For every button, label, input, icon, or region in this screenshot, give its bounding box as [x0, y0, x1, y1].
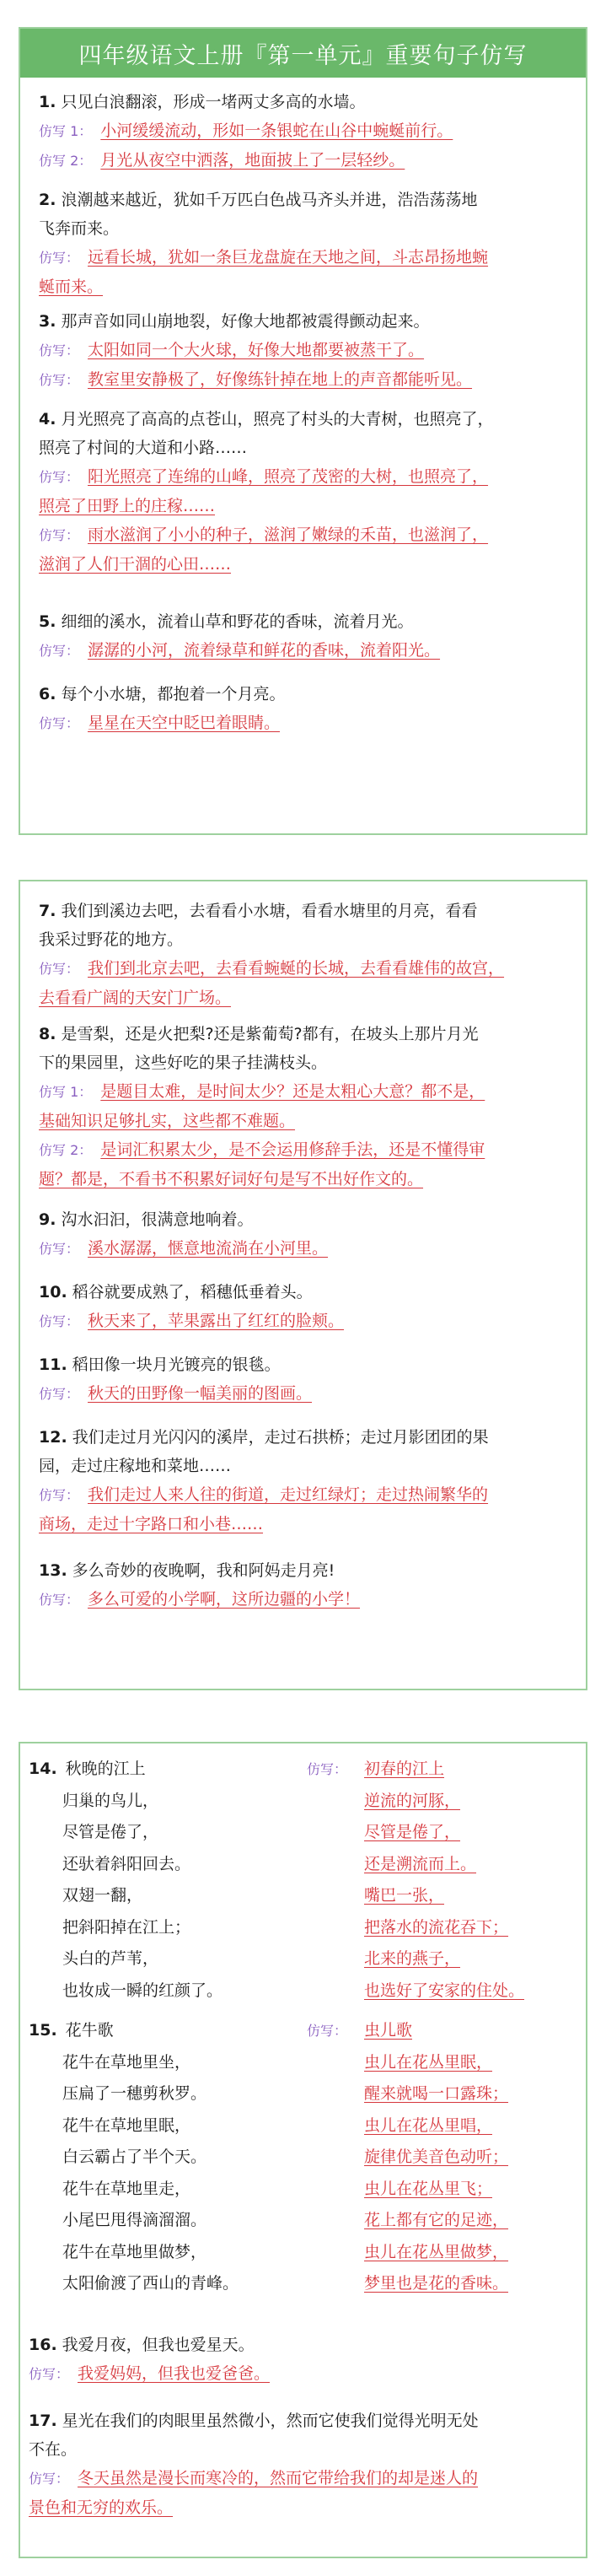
text-span: 太阳如同一个大火球，好像大地都要被蒸干了。: [88, 341, 425, 359]
text-line: [307, 1943, 577, 1975]
text-line: [307, 1880, 577, 1912]
text-span: 稻谷就要成熟了，稻穗低垂着头。: [72, 1283, 313, 1301]
item-number: 16.: [29, 2336, 57, 2354]
item-number: 10.: [39, 1283, 67, 1301]
text-span: 每个小水塘，都抱着一个月亮。: [61, 685, 286, 703]
imitation-line: [39, 984, 568, 1012]
text-span: 那声音如同山崩地裂，好像大地都被震得颤动起来。: [61, 312, 430, 331]
item-number: 3.: [39, 312, 56, 331]
imitation-tag: 仿写：: [29, 2471, 70, 2487]
imitation-line: [39, 520, 568, 550]
item-5: [39, 607, 568, 666]
text-span: 远看长城，犹如一条巨龙盘旋在天地之间，斗志昂扬地蜿: [88, 248, 489, 267]
question: [39, 88, 568, 116]
text-span: 是雪梨，还是火把梨?还是紫葡萄?都有，在坡头上那片月光: [61, 1025, 479, 1043]
poem-15-imitation: [307, 2015, 577, 2300]
item-number: 9.: [39, 1210, 56, 1229]
text-line: [39, 1423, 568, 1452]
text-span: 我们到溪边去吧，去看看小水塘，看看水塘里的月亮，看看: [61, 902, 478, 920]
text-line: 白云霸占了半个天。: [62, 2148, 207, 2166]
text-span: 嘴巴一张，: [364, 1886, 445, 1905]
imitation-line: [39, 1480, 568, 1510]
imitation-line: [39, 365, 568, 395]
text-span: 沟水汩汩，很满意地响着。: [61, 1210, 254, 1229]
imitation-line: [39, 336, 568, 365]
text-line: [39, 1278, 568, 1307]
text-span: 雨水滋润了小小的种子，滋润了嫩绿的禾苗，也滋润了，: [88, 525, 489, 544]
text-line: 花牛在草地里坐，: [62, 2052, 191, 2072]
text-line: 双翅一翻，: [62, 1886, 143, 1905]
text-span: 也选好了安家的住处。: [364, 1981, 525, 2000]
text-line: [307, 1849, 577, 1881]
imitation-line: [39, 550, 568, 579]
text-span: 蜒而来。: [39, 278, 104, 296]
item-number: 6.: [39, 685, 56, 703]
text-line: [307, 2015, 577, 2047]
item-16: [29, 2331, 558, 2389]
text-line: 花牛在草地里做梦，: [62, 2242, 207, 2261]
text-line: [39, 186, 568, 214]
text-line: 把斜阳掉在江上；: [62, 1917, 191, 1937]
imitation-line: [39, 272, 568, 301]
text-span: 星光在我们的肉眼里虽然微小，然而它使我们觉得光明无处: [62, 2412, 479, 2430]
text-span: 虫儿歌: [364, 2021, 413, 2040]
text-span: 稻田像一块月光镀亮的银毯。: [72, 1355, 281, 1374]
imitation-tag: 仿写：: [307, 2023, 348, 2039]
text-line: [39, 680, 568, 709]
text-span: 北来的燕子，: [364, 1949, 461, 1968]
item-number: 11.: [39, 1355, 67, 1374]
text-span: 花牛歌: [65, 2021, 114, 2040]
text-span: 小河缓缓流动，形如一条银蛇在山谷中蜿蜒前行。: [100, 121, 453, 140]
text-line: [307, 2142, 577, 2174]
text-span: 细细的溪水，流着山草和野花的香味，流着月光。: [61, 612, 414, 631]
text-span: 溪水潺潺，惬意地流淌在小河里。: [88, 1239, 329, 1258]
text-line: [39, 1556, 568, 1585]
poem-14-imitation: [307, 1754, 577, 2007]
imitation-tag: 仿写：: [39, 1487, 80, 1503]
imitation-line: [39, 243, 568, 272]
text-line: 还驮着斜阳回去。: [62, 1854, 191, 1873]
text-line: [307, 2110, 577, 2142]
imitation-tag: 仿写：: [39, 469, 80, 485]
text-span: 虫儿在花丛里做梦，: [364, 2242, 509, 2261]
text-line: 太阳偷渡了西山的青峰。: [62, 2274, 239, 2293]
text-line: [29, 2331, 558, 2359]
text-line: [39, 1205, 568, 1234]
card-1: [19, 27, 587, 835]
item-number: 1.: [39, 93, 56, 111]
text-span: 我爱妈妈，但我也爱爸爸。: [78, 2364, 271, 2383]
text-line: [307, 2078, 577, 2110]
imitation-tag: 仿写：: [39, 527, 80, 543]
text-span: 商场，走过十字路口和小巷……: [39, 1515, 264, 1533]
imitation-line: [29, 2359, 558, 2389]
text-line: 花牛在草地里走，: [62, 2179, 191, 2198]
imitation-line: [39, 1077, 568, 1107]
item-7: [39, 897, 568, 1012]
text-line: 压扁了一穗剪秋罗。: [62, 2084, 207, 2103]
text-line: [29, 2406, 558, 2435]
text-span: 旋律优美音色动听；: [364, 2148, 509, 2166]
imitation-line: [39, 116, 568, 146]
text-span: 月光照亮了高高的点苍山，照亮了村头的大青树，也照亮了，: [61, 410, 494, 428]
text-line: [307, 1817, 577, 1849]
text-span: 秋天来了，苹果露出了红红的脸颊。: [88, 1312, 345, 1330]
item-10: [39, 1278, 568, 1336]
poem-14-original: [29, 1754, 307, 2007]
item-number: 15.: [29, 2021, 57, 2040]
imitation-line: [39, 1165, 568, 1194]
text-line: 飞奔而来。: [39, 219, 120, 238]
item-4: [39, 405, 568, 579]
item-6: [39, 680, 568, 738]
imitation-tag: 仿写 1：: [39, 123, 93, 139]
text-line: [307, 1754, 577, 1786]
item-number: 7.: [39, 902, 56, 920]
text-line: 不在。: [29, 2440, 78, 2459]
text-line: [39, 405, 568, 434]
imitation-tag: 仿写 2：: [39, 153, 93, 169]
text-line: [307, 1786, 577, 1818]
text-line: [307, 1975, 577, 2007]
imitation-tag: 仿写：: [307, 1761, 348, 1777]
text-line: 头白的芦苇，: [62, 1949, 159, 1968]
text-line: [307, 2205, 577, 2237]
text-span: 月光从夜空中洒落，地面披上了一层轻纱。: [100, 151, 405, 170]
text-span: 还是溯流而上。: [364, 1854, 477, 1873]
page-title: 四年级语文上册『第一单元』重要句子仿写: [20, 29, 586, 78]
item-9: [39, 1205, 568, 1264]
item-number: 5.: [39, 612, 56, 631]
text-line: [307, 1912, 577, 1944]
text-span: 教室里安静极了，好像练针掉在地上的声音都能听见。: [88, 370, 473, 389]
imitation-line: [39, 462, 568, 492]
text-span: 醒来就喝一口露珠；: [364, 2084, 509, 2103]
imitation-line: [39, 1510, 568, 1539]
imitation-line: [39, 1379, 568, 1409]
text-span: 多么奇妙的夜晚啊，我和阿妈走月亮!: [72, 1561, 335, 1580]
item-1: [39, 88, 568, 175]
text-line: 照亮了村间的大道和小路……: [39, 439, 248, 457]
text-span: 阳光照亮了连绵的山峰，照亮了茂密的大树，也照亮了，: [88, 467, 489, 486]
imitation-tag: 仿写 2：: [39, 1142, 93, 1158]
imitation-line: [39, 1585, 568, 1614]
text-line: [29, 2015, 307, 2047]
imitation-line: [39, 1135, 568, 1165]
text-span: 虫儿在花丛里眠，: [364, 2052, 493, 2072]
text-span: 虫儿在花丛里唱，: [364, 2115, 493, 2135]
item-number: 17.: [29, 2412, 57, 2430]
text-line: 花牛在草地里眠，: [62, 2115, 191, 2135]
text-span: 基础知识足够扎实，这些都不难题。: [39, 1112, 296, 1130]
imitation-line: [39, 1307, 568, 1336]
imitation-tag: 仿写：: [39, 372, 80, 388]
item-11: [39, 1350, 568, 1409]
text-span: 我们走过人来人往的街道，走过红绿灯；走过热闹繁华的: [88, 1485, 489, 1504]
imitation-line: [39, 709, 568, 738]
text-span: 是词汇积累太少，是不会运用修辞手法，还是不懂得审: [100, 1140, 485, 1159]
imitation-line: [29, 2493, 558, 2522]
text-span: 是题目太难，是时间太少？还是太粗心大意？都不是，: [100, 1082, 485, 1101]
text-span: 只见白浪翻滚，形成一堵两丈多高的水墙。: [61, 93, 366, 111]
imitation-tag: 仿写：: [39, 1592, 80, 1608]
text-span: 我爱月夜，但我也爱星天。: [62, 2336, 255, 2354]
text-line: [307, 2237, 577, 2269]
item-17: [29, 2406, 558, 2522]
text-line: [39, 1350, 568, 1379]
text-line: 我采过野花的地方。: [39, 930, 184, 949]
item-number: 2.: [39, 191, 56, 209]
item-2: [39, 186, 568, 301]
text-line: 下的果园里，这些好吃的果子挂满枝头。: [39, 1054, 328, 1072]
text-line: 归巢的鸟儿，: [62, 1791, 159, 1810]
imitation-tag: 仿写：: [39, 643, 80, 659]
text-span: 秋天的田野像一幅美丽的图画。: [88, 1384, 313, 1403]
item-number: 12.: [39, 1428, 67, 1447]
card-2: [19, 880, 587, 1690]
text-span: 梦里也是花的香味。: [364, 2274, 509, 2293]
imitation-tag: 仿写：: [39, 1313, 80, 1329]
text-span: 潺潺的小河，流着绿草和鲜花的香味，流着阳光。: [88, 641, 441, 660]
imitation-tag: 仿写：: [39, 250, 80, 266]
imitation-line: [39, 1107, 568, 1135]
item-number: 13.: [39, 1561, 67, 1580]
imitation-tag: 仿写：: [39, 1241, 80, 1257]
text-span: 秋晚的江上: [65, 1760, 146, 1778]
text-span: 逆流的河豚，: [364, 1791, 461, 1810]
item-number: 14.: [29, 1760, 57, 1778]
text-line: 尽管是倦了，: [62, 1823, 159, 1841]
item-8: [39, 1020, 568, 1194]
card-3: [19, 1742, 587, 2558]
poem-15-original: [29, 2015, 307, 2300]
text-span: 去看看广阔的天安门广场。: [39, 989, 232, 1007]
text-span: 初春的江上: [364, 1760, 445, 1778]
text-line: [39, 607, 568, 636]
text-line: [307, 2174, 577, 2206]
imitation-line: [39, 146, 568, 175]
text-span: 尽管是倦了，: [364, 1823, 461, 1841]
imitation-tag: 仿写：: [39, 1386, 80, 1402]
item-number: 8.: [39, 1025, 56, 1043]
imitation-line: [39, 1234, 568, 1264]
imitation-line: [39, 954, 568, 984]
text-line: [39, 1020, 568, 1048]
text-span: 浪潮越来越近，犹如千万匹白色战马齐头并进，浩浩荡荡地: [61, 191, 478, 209]
text-line: [307, 2268, 577, 2300]
text-span: 星星在天空中眨巴着眼睛。: [88, 714, 281, 732]
imitation-tag: 仿写：: [39, 715, 80, 731]
text-span: 多么可爱的小学啊，这所边疆的小学！: [88, 1590, 361, 1609]
text-line: [39, 307, 568, 336]
text-span: 题？都是，不看书不积累好词好句是写不出好作文的。: [39, 1170, 424, 1188]
text-line: [307, 2047, 577, 2079]
text-span: 虫儿在花丛里飞；: [364, 2179, 493, 2198]
text-span: 冬天虽然是漫长而寒冷的，然而它带给我们的却是迷人的: [78, 2469, 479, 2487]
text-span: 花上都有它的足迹，: [364, 2211, 509, 2229]
text-line: 小尾巴甩得滴溜溜。: [62, 2211, 207, 2229]
imitation-tag: 仿写：: [39, 342, 80, 358]
imitation-line: [39, 492, 568, 520]
item-number: 4.: [39, 410, 56, 428]
item-13: [39, 1556, 568, 1614]
imitation-line: [39, 636, 568, 666]
text-span: 照亮了田野上的庄稼……: [39, 497, 216, 515]
text-span: 我们到北京去吧，去看看蜿蜒的长城，去看看雄伟的故宫，: [88, 959, 505, 978]
item-12: [39, 1423, 568, 1539]
text-line: [29, 1754, 307, 1786]
text-line: 也妆成一瞬的红颜了。: [62, 1981, 223, 2000]
text-span: 景色和无穷的欢乐。: [29, 2498, 174, 2517]
text-span: 滋润了人们干涸的心田……: [39, 555, 232, 574]
text-span: 把落水的流花吞下；: [364, 1917, 509, 1937]
item-3: [39, 307, 568, 395]
imitation-tag: 仿写：: [39, 961, 80, 977]
text-line: [39, 897, 568, 925]
text-line: 园，走过庄稼地和菜地……: [39, 1457, 232, 1475]
imitation-line: [29, 2464, 558, 2493]
imitation-tag: 仿写 1：: [39, 1084, 93, 1100]
text-span: 我们走过月光闪闪的溪岸，走过石拱桥；走过月影团团的果: [72, 1428, 489, 1447]
imitation-tag: 仿写：: [29, 2366, 70, 2382]
